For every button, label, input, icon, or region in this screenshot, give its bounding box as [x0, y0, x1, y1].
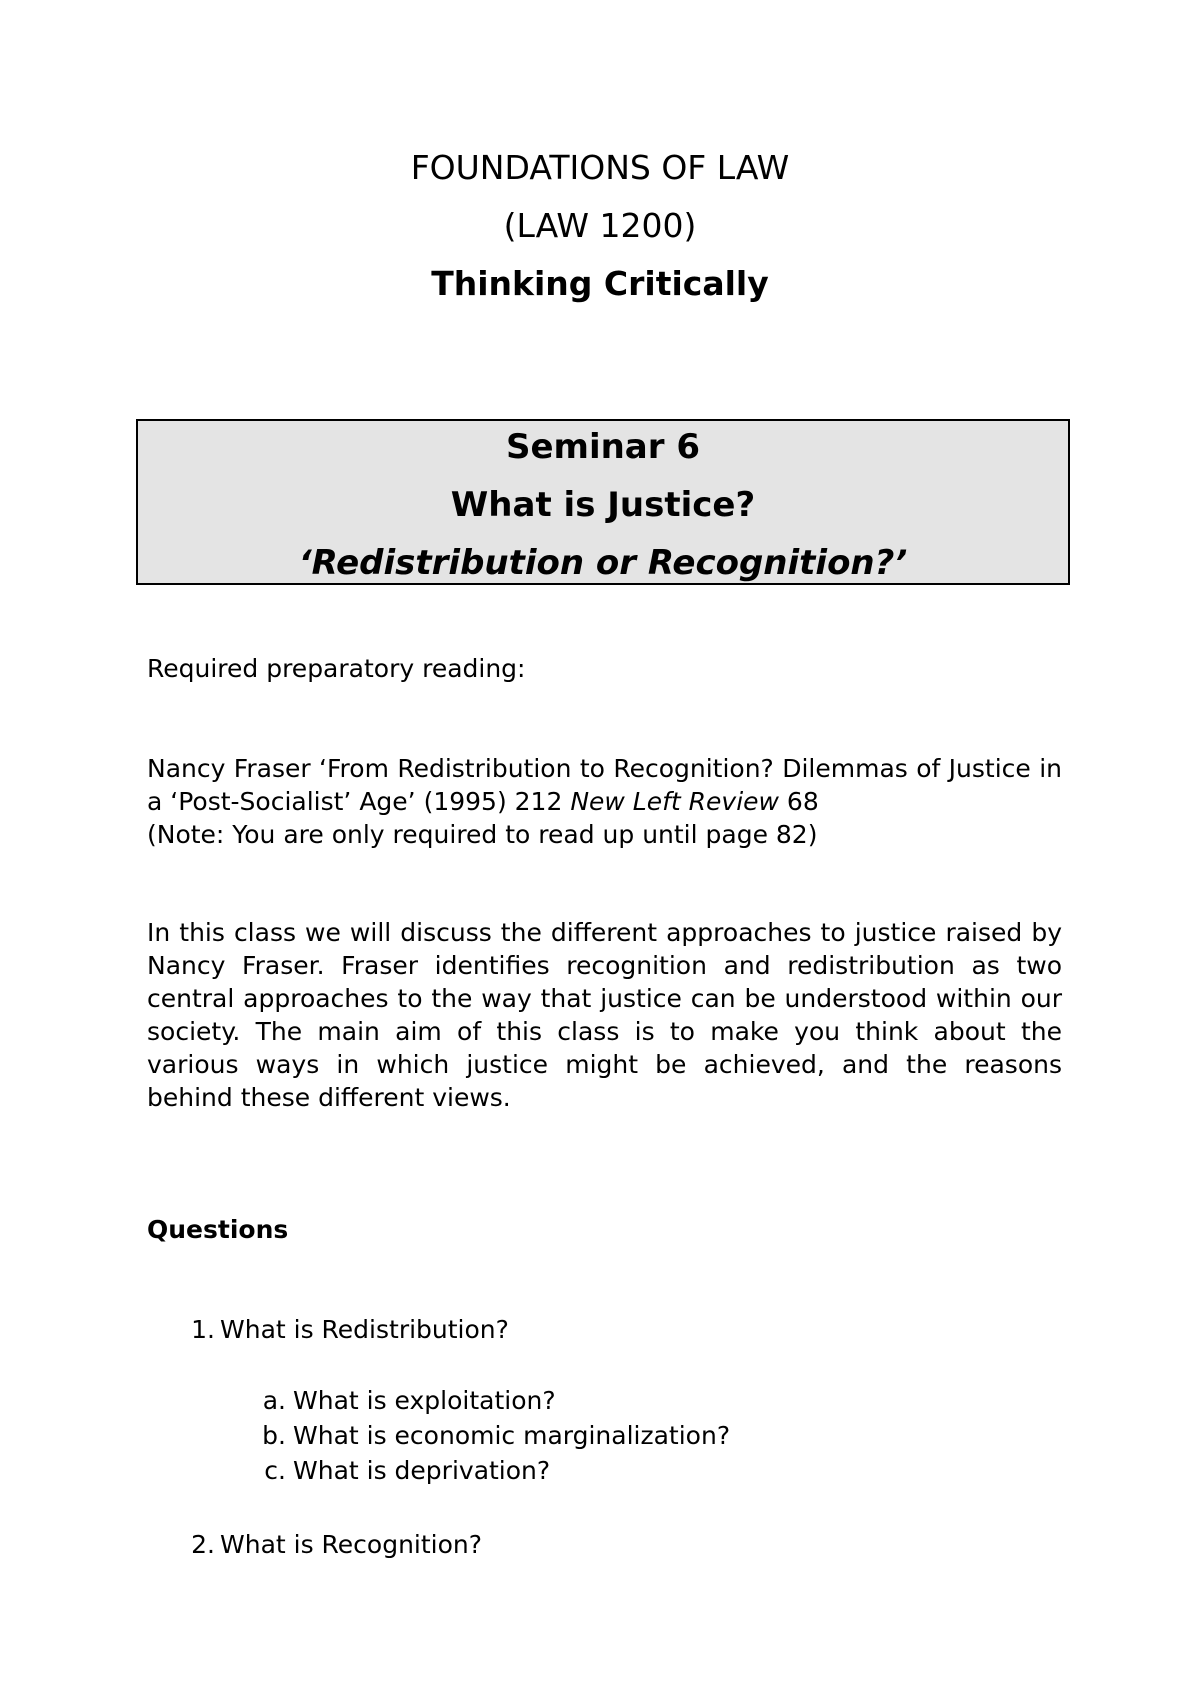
seminar-subtitle: ‘Redistribution or Recognition?’ — [298, 543, 908, 583]
seminar-box — [136, 419, 1070, 585]
reading-citation-part2: 68 — [778, 787, 819, 816]
sub-question-letter: b. — [262, 1421, 286, 1450]
seminar-number: Seminar 6 — [505, 427, 701, 467]
sub-question-text: What is economic marginalization? — [293, 1421, 731, 1450]
question-item — [178, 1528, 482, 1561]
question-item — [178, 1313, 509, 1346]
sub-question-text: What is exploitation? — [293, 1386, 556, 1415]
sub-question-item — [252, 1384, 556, 1417]
question-text: What is Redistribution? — [220, 1315, 509, 1344]
reading-citation-part1: Nancy Fraser ‘From Redistribution to Recognition? Dilemmas of Justice in a ‘Post-Socialist’ Age’ (1995) 212 — [147, 754, 1062, 816]
question-number: 2. — [191, 1530, 215, 1559]
question-text: What is Recognition? — [220, 1530, 483, 1559]
sub-question-text: What is deprivation? — [293, 1456, 551, 1485]
question-number: 1. — [191, 1315, 215, 1344]
seminar-title: What is Justice? — [450, 485, 756, 525]
course-code: (LAW 1200) — [503, 206, 697, 245]
reading-label: Required preparatory reading: — [147, 654, 526, 683]
sub-question-letter: a. — [262, 1386, 286, 1415]
course-theme: Thinking Critically — [431, 264, 769, 303]
sub-question-item — [252, 1454, 550, 1487]
reading-journal: New Left Review — [570, 787, 779, 816]
sub-question-letter: c. — [264, 1456, 286, 1485]
questions-heading: Questions — [147, 1215, 289, 1244]
sub-question-item — [252, 1419, 730, 1452]
course-title: FOUNDATIONS OF LAW — [410, 148, 790, 187]
reading-reference — [147, 752, 1062, 851]
intro-paragraph: In this class we will discuss the different approaches to justice raised by Nancy Fraser. Fraser identifies recognition and redistribution as two central approaches to the way that justice can be understood within our society. The main aim of this class is to make you think about the various ways in which justice might be achieved, and the reasons behind these different views. — [147, 918, 1062, 1112]
reading-note: (Note: You are only required to read up until page 82) — [147, 820, 818, 849]
